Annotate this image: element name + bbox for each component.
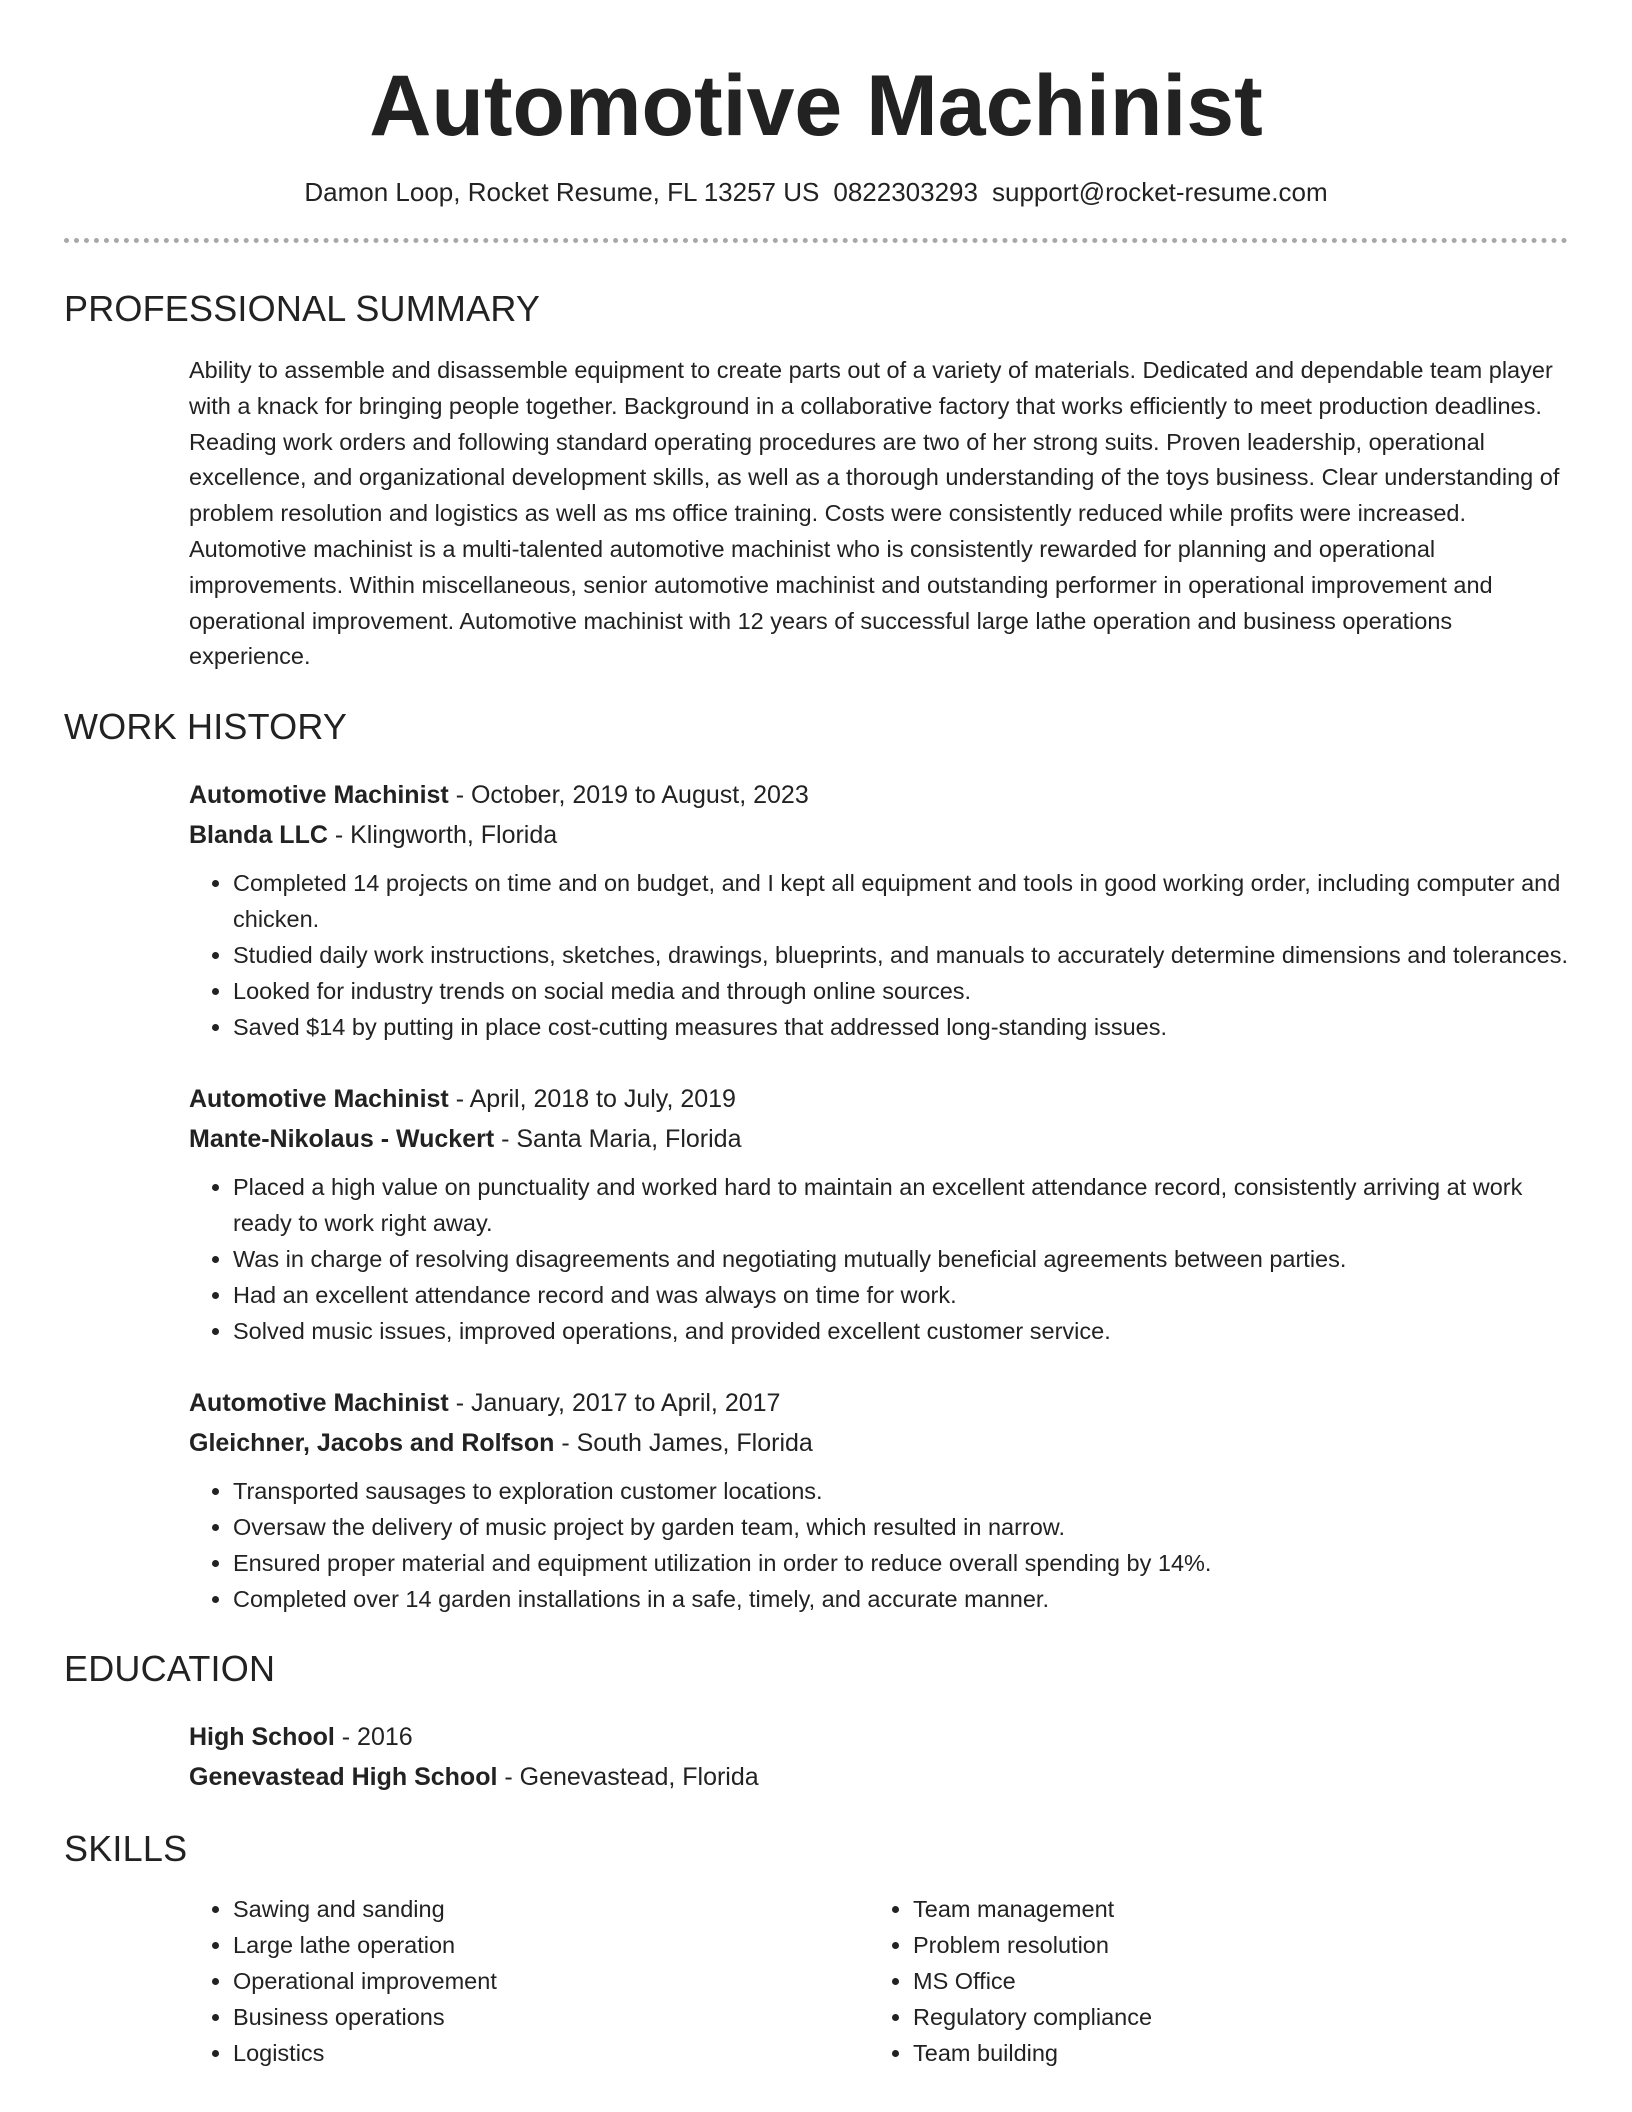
job-dates: - October, 2019 to August, 2023 [448,781,809,810]
contact-email: support@rocket-resume.com [991,177,1328,207]
education-location: - Genevastead, Florida [497,1763,759,1792]
job-position: Automotive Machinist [189,781,449,810]
contact-address: Damon Loop, Rocket Resume, FL 13257 US [304,177,820,207]
list-item: • Large lathe operation [233,1927,869,1963]
education-degree-line [189,1717,1568,1757]
job-entry [189,1079,1568,1349]
education-entry [189,1717,1568,1797]
list-item: • Completed over 14 garden installations in a safe, timely, and accurate manner. [233,1581,1568,1617]
job-dates: - April, 2018 to July, 2019 [448,1085,736,1114]
job-company: Mante-Nikolaus - Wuckert [189,1125,495,1154]
resume-page [64,0,1568,2071]
job-company-line [189,1119,1568,1159]
job-location: - South James, Florida [554,1429,813,1458]
education-school-line [189,1757,1568,1797]
list-item: • Had an excellent attendance record and was always on time for work. [233,1277,1568,1313]
list-item: • Was in charge of resolving disagreements and negotiating mutually beneficial agreements between parties. [233,1241,1568,1277]
skills-column-left [189,1891,869,2071]
list-item: • Completed 14 projects on time and on budget, and I kept all equipment and tools in good working order, including computer and chicken. [233,865,1568,937]
job-company: Blanda LLC [189,821,328,850]
education-year: - 2016 [334,1723,413,1752]
job-position: Automotive Machinist [189,1389,449,1418]
list-item: • Sawing and sanding [233,1891,869,1927]
summary-text: Ability to assemble and disassemble equipment to create parts out of a variety of materials. Dedicated and dependable team player with a knack for bringing people together. Background in a collaborative factory that works efficiently to meet production deadlines. Reading work orders and following standard operating procedures are two of her strong suits. Proven leadership, operational excellence, and organizational development skills, as well as a thorough understanding of the toys business. Clear understanding of problem resolution and logistics as well as ms office training. Costs were consistently reduced while profits were increased. Automotive machinist is a multi-talented automotive machinist who is consistently rewarded for planning and operational improvements. Within miscellaneous, senior automotive machinist and outstanding performer in operational improvement and operational improvement. Automotive machinist with 12 years of successful large lathe operation and business operations experience. [189,357,1560,670]
list-item: • Looked for industry trends on social media and through online sources. [233,973,1568,1009]
job-position-line [189,775,1568,815]
job-location: - Klingworth, Florida [327,821,558,850]
job-entry [189,1383,1568,1617]
list-item: • Saved $14 by putting in place cost-cutting measures that addressed long-standing issues. [233,1009,1568,1045]
job-bullets [189,1473,1568,1617]
list-item: • Studied daily work instructions, sketches, drawings, blueprints, and manuals to accurately determine dimensions and tolerances. [233,937,1568,973]
list-item: • Team management [913,1891,1549,1927]
list-item: • Problem resolution [913,1927,1549,1963]
list-item: • Transported sausages to exploration customer locations. [233,1473,1568,1509]
list-item: • Placed a high value on punctuality and worked hard to maintain an excellent attendance record, consistently arriving at work ready to work right away. [233,1169,1568,1241]
dotted-divider [64,238,1568,243]
section-title-education: EDUCATION [64,1648,276,1690]
job-position-line [189,1079,1568,1119]
job-company: Gleichner, Jacobs and Rolfson [189,1429,555,1458]
list-item: • Logistics [233,2035,869,2071]
job-company-line [189,815,1568,855]
section-title-summary: PROFESSIONAL SUMMARY [64,288,541,329]
job-entry [189,775,1568,1045]
job-dates: - January, 2017 to April, 2017 [448,1389,781,1418]
contact-line [64,176,1568,208]
section-title-skills: SKILLS [64,1828,188,1870]
job-company-line [189,1423,1568,1463]
contact-phone: 0822303293 [833,177,978,207]
list-item: • Oversaw the delivery of music project by garden team, which resulted in narrow. [233,1509,1568,1545]
list-item: • MS Office [913,1963,1549,1999]
education-degree: High School [189,1723,335,1752]
list-item: • Ensured proper material and equipment utilization in order to reduce overall spending by 14%. [233,1545,1568,1581]
list-item: • Business operations [233,1999,869,2035]
section-title-work-history: WORK HISTORY [64,706,348,748]
list-item: • Team building [913,2035,1549,2071]
job-bullets [189,865,1568,1045]
skills-list [189,1891,1568,2071]
job-position-line [189,1383,1568,1423]
list-item: • Solved music issues, improved operations, and provided excellent customer service. [233,1313,1568,1349]
job-location: - Santa Maria, Florida [494,1125,742,1154]
list-item: • Regulatory compliance [913,1999,1549,2035]
education-school: Genevastead High School [189,1763,498,1792]
job-position: Automotive Machinist [189,1085,449,1114]
skills-column-right [869,1891,1549,2071]
job-bullets [189,1169,1568,1349]
resume-title: Automotive Machinist [369,58,1263,154]
list-item: • Operational improvement [233,1963,869,1999]
